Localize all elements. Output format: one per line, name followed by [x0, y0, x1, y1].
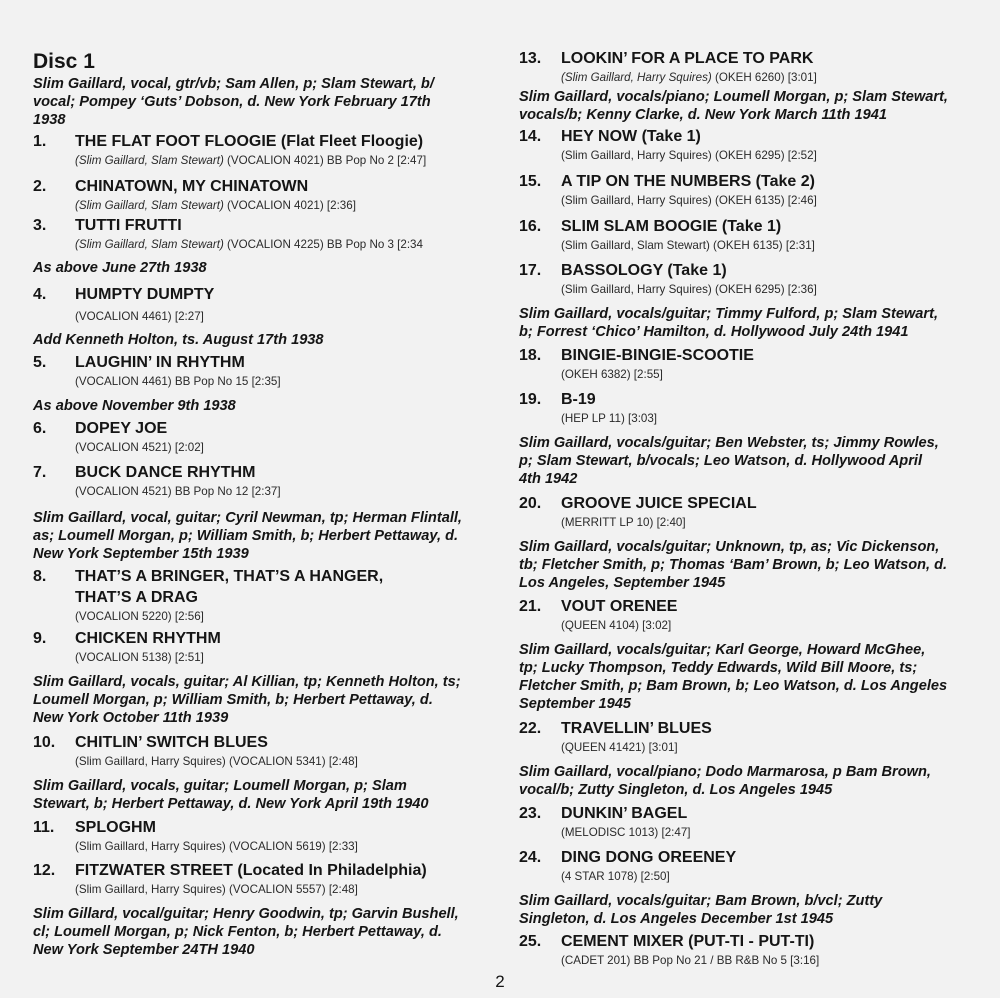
session-note-line: Slim Gaillard, vocal/piano; Dodo Marmarosa, p Bam Brown, — [519, 764, 931, 780]
track-title: CHINATOWN, MY CHINATOWN — [75, 178, 309, 195]
session-note-line: Slim Gaillard, vocals/guitar; Unknown, tp, as; Vic Dickenson, — [519, 539, 940, 555]
session-note-line: Singleton, d. Los Angeles December 1st 1945 — [519, 911, 834, 927]
track-number: 6. — [33, 420, 47, 437]
track-number: 4. — [33, 286, 47, 303]
track-credit — [561, 869, 670, 884]
track-title: BINGIE-BINGIE-SCOOTIE — [561, 347, 754, 364]
session-note-line: 4th 1942 — [519, 471, 578, 487]
session-note-line: Slim Gaillard, vocals/guitar; Bam Brown, b/vcl; Zutty — [519, 893, 883, 909]
track-number: 13. — [519, 50, 542, 67]
track-credit — [75, 440, 204, 455]
track-credit — [561, 515, 686, 530]
session-note-line: New York September 24TH 1940 — [33, 942, 255, 958]
session-note-line: New York September 15th 1939 — [33, 546, 249, 562]
session-note-line: as; Loumell Morgan, p; William Smith, b; Herbert Pettaway, d. — [33, 528, 459, 544]
track-number: 9. — [33, 630, 47, 647]
session-note-line: As above November 9th 1938 — [33, 398, 236, 414]
track-label-info: (Slim Gaillard, Harry Squires) (OKEH 6295) [2:36] — [561, 283, 817, 296]
track-number: 23. — [519, 805, 542, 822]
session-note-line: tp; Lucky Thompson, Teddy Edwards, Wild Bill Moore, ts; — [519, 660, 918, 676]
track-title: FITZWATER STREET (Located In Philadelphia) — [75, 862, 427, 879]
track-number: 7. — [33, 464, 47, 481]
track-number: 10. — [33, 734, 56, 751]
track-credit — [561, 411, 657, 426]
session-note-line: p; Slam Stewart, b/vocals; Leo Watson, d. Hollywood April — [519, 453, 923, 469]
track-title: DUNKIN’ BAGEL — [561, 805, 688, 822]
track-label-info: (VOCALION 4225) BB Pop No 3 [2:34 — [223, 238, 423, 251]
session-note-line: vocal; Pompey ‘Guts’ Dobson, d. New York February 17th — [33, 94, 431, 110]
track-credit — [75, 650, 204, 665]
track-number: 17. — [519, 262, 542, 279]
session-note-line: September 1945 — [519, 696, 631, 712]
track-credit — [561, 193, 817, 208]
track-credit — [75, 484, 281, 499]
track-label-info: (VOCALION 4461) BB Pop No 15 [2:35] — [75, 375, 281, 388]
track-credit — [75, 153, 426, 168]
track-label-info: (MERRITT LP 10) [2:40] — [561, 516, 686, 529]
disc-heading: Disc 1 — [33, 50, 95, 73]
track-credit — [75, 198, 356, 213]
track-title: DOPEY JOE — [75, 420, 168, 437]
track-credit — [561, 618, 671, 633]
track-credit — [561, 70, 817, 85]
track-label-info: (OKEH 6382) [2:55] — [561, 368, 663, 381]
track-label-info: (VOCALION 4461) [2:27] — [75, 310, 204, 323]
track-credit — [75, 754, 358, 769]
track-credit — [75, 609, 204, 624]
session-note-line: Slim Gaillard, vocal, guitar; Cyril Newman, tp; Herman Flintall, — [33, 510, 462, 526]
track-label-info: (Slim Gaillard, Harry Squires) (VOCALION 5341) [2:48] — [75, 755, 358, 768]
track-label-info: (Slim Gaillard, Harry Squires) (VOCALION 5619) [2:33] — [75, 840, 358, 853]
track-number: 11. — [33, 819, 55, 836]
track-credit — [75, 839, 358, 854]
track-label-info: (Slim Gaillard, Slam Stewart) (OKEH 6135) [2:31] — [561, 239, 815, 252]
session-note-line: Stewart, b; Herbert Pettaway, d. New York April 19th 1940 — [33, 796, 429, 812]
track-title: LAUGHIN’ IN RHYTHM — [75, 354, 245, 371]
track-title: CHITLIN’ SWITCH BLUES — [75, 734, 268, 751]
session-note-line: Add Kenneth Holton, ts. August 17th 1938 — [33, 332, 324, 348]
page-number: 2 — [495, 972, 505, 991]
session-note-line: Slim Gaillard, vocals/guitar; Karl George, Howard McGhee, — [519, 642, 926, 658]
track-label-info: (OKEH 6260) [3:01] — [711, 71, 817, 84]
track-title: THE FLAT FOOT FLOOGIE (Flat Fleet Floogie) — [75, 133, 424, 150]
session-note-line: Slim Gaillard, vocals/piano; Loumell Morgan, p; Slam Stewart, — [519, 89, 948, 105]
session-note-line: Slim Gaillard, vocals/guitar; Ben Webster, ts; Jimmy Rowles, — [519, 435, 939, 451]
track-writers: (Slim Gaillard, Slam Stewart) — [75, 154, 224, 167]
track-number: 12. — [33, 862, 56, 879]
session-note-line: Slim Gaillard, vocals, guitar; Loumell Morgan, p; Slam — [33, 778, 407, 794]
track-number: 2. — [33, 178, 47, 195]
track-credit — [75, 309, 204, 324]
track-writers: (Slim Gaillard, Slam Stewart) — [75, 199, 224, 212]
track-title: CEMENT MIXER (PUT-TI - PUT-TI) — [561, 933, 815, 950]
track-title: SLIM SLAM BOOGIE (Take 1) — [561, 218, 782, 235]
track-title: TUTTI FRUTTI — [75, 217, 182, 234]
session-note-line: vocals/b; Kenny Clarke, d. New York March 11th 1941 — [519, 107, 887, 123]
track-title: VOUT ORENEE — [561, 598, 678, 615]
track-title: A TIP ON THE NUMBERS (Take 2) — [561, 173, 815, 190]
track-title: CHICKEN RHYTHM — [75, 630, 221, 647]
session-note-line: Slim Gillard, vocal/guitar; Henry Goodwin, tp; Garvin Bushell, — [33, 906, 459, 922]
session-note-line: cl; Loumell Morgan, p; Nick Fenton, b; Herbert Pettaway, d. — [33, 924, 442, 940]
session-note-line: b; Forrest ‘Chico’ Hamilton, d. Hollywood July 24th 1941 — [519, 324, 909, 340]
session-note-line: Slim Gaillard, vocals/guitar; Timmy Fulford, p; Slam Stewart, — [519, 306, 938, 322]
track-number: 8. — [33, 568, 47, 585]
track-number: 21. — [519, 598, 542, 615]
track-number: 3. — [33, 217, 47, 234]
right-column — [519, 0, 989, 998]
track-credit — [75, 882, 358, 897]
left-column — [33, 0, 495, 998]
track-label-info: (VOCALION 4521) [2:02] — [75, 441, 204, 454]
track-number: 22. — [519, 720, 542, 737]
track-title: SPLOGHM — [75, 819, 156, 836]
track-label-info: (VOCALION 4021) [2:36] — [223, 199, 356, 212]
track-label-info: (MELODISC 1013) [2:47] — [561, 826, 691, 839]
track-title: GROOVE JUICE SPECIAL — [561, 495, 757, 512]
track-label-info: (VOCALION 5138) [2:51] — [75, 651, 204, 664]
track-credit — [561, 367, 663, 382]
track-number: 16. — [519, 218, 542, 235]
track-label-info: (VOCALION 4021) BB Pop No 2 [2:47] — [223, 154, 427, 167]
track-label-info: (QUEEN 41421) [3:01] — [561, 741, 678, 754]
track-title: B-19 — [561, 391, 596, 408]
session-note-line: Slim Gaillard, vocals, guitar; Al Killian, tp; Kenneth Holton, ts; — [33, 674, 461, 690]
track-number: 5. — [33, 354, 47, 371]
track-number: 25. — [519, 933, 542, 950]
track-credit — [75, 374, 281, 389]
session-note-line: vocal/b; Zutty Singleton, d. Los Angeles 1945 — [519, 782, 833, 798]
track-credit — [561, 825, 691, 840]
track-title: LOOKIN’ FOR A PLACE TO PARK — [561, 50, 814, 67]
track-label-info: (HEP LP 11) [3:03] — [561, 412, 658, 425]
track-writers: (Slim Gaillard, Harry Squires) — [561, 71, 712, 84]
session-note-line: As above June 27th 1938 — [33, 260, 207, 276]
track-credit — [561, 238, 815, 253]
track-label-info: (VOCALION 5220) [2:56] — [75, 610, 204, 623]
track-credit — [561, 953, 819, 968]
track-title: THAT’S A BRINGER, THAT’S A HANGER, — [75, 568, 384, 585]
track-number: 1. — [33, 133, 47, 150]
track-number: 24. — [519, 849, 542, 866]
track-credit — [561, 282, 817, 297]
track-title: HEY NOW (Take 1) — [561, 128, 701, 145]
session-note-line: New York October 11th 1939 — [33, 710, 229, 726]
track-credit — [561, 148, 817, 163]
session-note-line: Los Angeles, September 1945 — [519, 575, 726, 591]
track-label-info: (Slim Gaillard, Harry Squires) (OKEH 6295) [2:52] — [561, 149, 817, 162]
track-title: DING DONG OREENEY — [561, 849, 737, 866]
session-note-line: Loumell Morgan, p; William Smith, b; Herbert Pettaway, d. — [33, 692, 433, 708]
track-title: BASSOLOGY (Take 1) — [561, 262, 727, 279]
track-number: 18. — [519, 347, 542, 364]
track-number: 15. — [519, 173, 542, 190]
track-label-info: (VOCALION 4521) BB Pop No 12 [2:37] — [75, 485, 281, 498]
track-number: 14. — [519, 128, 542, 145]
track-credit — [75, 237, 423, 252]
track-label-info: (QUEEN 4104) [3:02] — [561, 619, 672, 632]
track-title: HUMPTY DUMPTY — [75, 286, 215, 303]
track-label-info: (Slim Gaillard, Harry Squires) (VOCALION 5557) [2:48] — [75, 883, 358, 896]
track-credit — [561, 740, 678, 755]
track-title: THAT’S A DRAG — [75, 589, 198, 606]
track-writers: (Slim Gaillard, Slam Stewart) — [75, 238, 224, 251]
session-note-line: tb; Fletcher Smith, p; Thomas ‘Bam’ Brown, b; Leo Watson, d. — [519, 557, 948, 573]
track-label-info: (4 STAR 1078) [2:50] — [561, 870, 670, 883]
track-number: 19. — [519, 391, 542, 408]
track-number: 20. — [519, 495, 542, 512]
track-title: BUCK DANCE RHYTHM — [75, 464, 256, 481]
session-note-line: Slim Gaillard, vocal, gtr/vb; Sam Allen, p; Slam Stewart, b/ — [33, 76, 434, 92]
track-label-info: (CADET 201) BB Pop No 21 / BB R&B No 5 [3:16] — [561, 954, 820, 967]
track-title: TRAVELLIN’ BLUES — [561, 720, 712, 737]
session-note-line: Fletcher Smith, p; Bam Brown, b; Leo Watson, d. Los Angeles — [519, 678, 948, 694]
session-note-line: 1938 — [33, 112, 66, 128]
track-label-info: (Slim Gaillard, Harry Squires) (OKEH 6135) [2:46] — [561, 194, 817, 207]
